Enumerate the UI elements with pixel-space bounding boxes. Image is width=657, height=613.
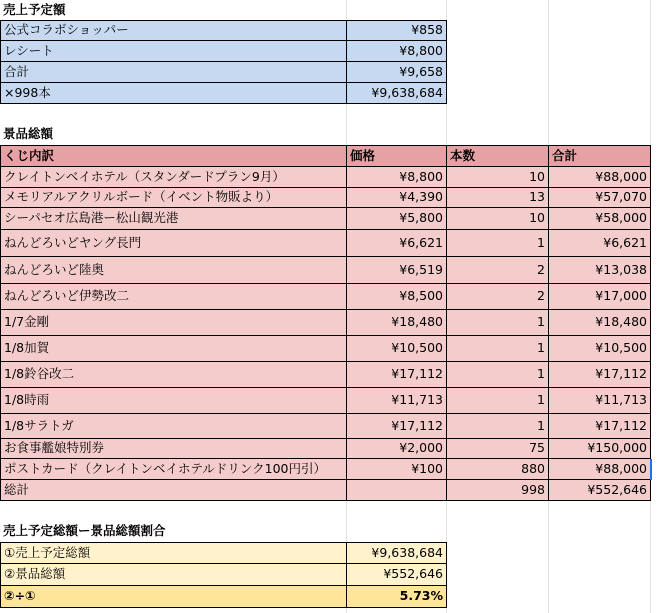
prize-price-cell[interactable]: ¥8,800 [347,167,447,188]
ratio-row [0,542,657,564]
prize-total-cell[interactable]: ¥11,713 [549,388,651,414]
prize-total-cell[interactable]: ¥88,000 [549,167,651,188]
prize-row [0,336,657,362]
prize-quantity-cell[interactable]: 1 [447,336,549,362]
prize-price-cell[interactable]: ¥5,800 [347,208,447,230]
prize-quantity-cell[interactable]: 1 [447,310,549,336]
prize-name-cell[interactable]: シーパセオ広島港ー松山観光港 [0,208,347,230]
prize-total-cell[interactable]: ¥18,480 [549,310,651,336]
sales-value-cell[interactable]: ¥8,800 [347,41,447,62]
prize-total-cell[interactable]: ¥17,112 [549,362,651,388]
summary-quantity-cell[interactable]: 998 [447,480,549,501]
sales-label-cell[interactable]: 合計 [0,62,347,83]
prize-quantity-cell[interactable]: 13 [447,188,549,208]
prize-row [0,310,657,336]
ratio-label-cell[interactable]: ②景品総額 [0,564,347,586]
prize-price-cell[interactable]: ¥11,713 [347,388,447,414]
prize-total-cell[interactable]: ¥17,112 [549,414,651,439]
prize-name-cell[interactable]: お食事艦娘特別券 [0,439,347,459]
section-title-sales[interactable]: 売上予定額 [3,1,66,17]
prize-total-cell[interactable]: ¥10,500 [549,336,651,362]
prize-price-cell[interactable]: ¥100 [347,459,447,480]
prize-total-cell[interactable]: ¥13,038 [549,257,651,284]
cell-selection-indicator [650,459,652,480]
sales-row [0,41,657,62]
ratio-row [0,564,657,586]
prize-quantity-cell[interactable]: 10 [447,208,549,230]
sales-value-cell[interactable]: ¥858 [347,20,447,41]
sales-row [0,62,657,83]
prize-total-cell[interactable]: ¥58,000 [549,208,651,230]
prize-row [0,188,657,208]
prize-name-cell[interactable]: ポストカード（クレイトンベイホテルドリンク100円引） [0,459,347,480]
sales-label-cell[interactable]: 公式コラボショッパー [0,20,347,41]
sales-value-cell[interactable]: ¥9,638,684 [347,83,447,104]
prize-quantity-cell[interactable]: 2 [447,257,549,284]
prize-name-cell[interactable]: 1/8時雨 [0,388,347,414]
ratio-label-cell[interactable]: ②÷① [0,586,347,608]
summary-label-cell[interactable]: 総計 [0,480,347,501]
ratio-row [0,586,657,608]
sales-label-cell[interactable]: ×998本 [0,83,347,104]
ratio-value-cell[interactable]: 5.73% [347,586,447,608]
prize-row [0,208,657,230]
prize-total-cell[interactable]: ¥57,070 [549,188,651,208]
prize-total-cell[interactable]: ¥17,000 [549,284,651,310]
sales-row [0,83,657,104]
prize-header-row [0,145,657,167]
prize-row [0,414,657,439]
prize-summary-row [0,480,657,501]
prize-price-cell[interactable]: ¥6,519 [347,257,447,284]
prize-price-cell[interactable]: ¥2,000 [347,439,447,459]
ratio-value-cell[interactable]: ¥9,638,684 [347,542,447,564]
prize-name-cell[interactable]: クレイトンベイホテル（スタンダードプラン9月） [0,167,347,188]
prize-row [0,439,657,459]
prize-name-cell[interactable]: 1/8加賀 [0,336,347,362]
section-title-ratio[interactable]: 売上予定総額ー景品総額割合 [3,523,166,539]
prize-price-cell[interactable]: ¥6,621 [347,230,447,257]
prize-row [0,362,657,388]
prize-name-cell[interactable]: ねんどろいど伊勢改二 [0,284,347,310]
prize-price-cell[interactable]: ¥18,480 [347,310,447,336]
prize-row [0,459,657,480]
prize-price-cell[interactable]: ¥10,500 [347,336,447,362]
prize-row [0,284,657,310]
prize-row [0,230,657,257]
section-title-row [0,521,657,542]
ratio-value-cell[interactable]: ¥552,646 [347,564,447,586]
ratio-label-cell[interactable]: ①売上予定総額 [0,542,347,564]
prize-row [0,388,657,414]
prize-quantity-cell[interactable]: 1 [447,230,549,257]
prize-name-cell[interactable]: ねんどろいどヤング長門 [0,230,347,257]
prize-name-cell[interactable]: 1/7金剛 [0,310,347,336]
prize-name-cell[interactable]: ねんどろいど陸奥 [0,257,347,284]
prize-name-cell[interactable]: 1/8鈴谷改二 [0,362,347,388]
sales-label-cell[interactable]: レシート [0,41,347,62]
prize-price-cell[interactable]: ¥4,390 [347,188,447,208]
prize-quantity-cell[interactable]: 75 [447,439,549,459]
prize-name-cell[interactable]: 1/8サラトガ [0,414,347,439]
sales-row [0,20,657,41]
prize-quantity-cell[interactable]: 10 [447,167,549,188]
prize-total-cell[interactable]: ¥150,000 [549,439,651,459]
section-title-row [0,124,657,145]
prize-row [0,167,657,188]
prize-price-cell[interactable]: ¥17,112 [347,414,447,439]
prize-quantity-cell[interactable]: 1 [447,362,549,388]
header-cell-breakdown[interactable]: くじ内訳 [0,145,347,167]
header-cell-total[interactable]: 合計 [549,145,651,167]
sales-value-cell[interactable]: ¥9,658 [347,62,447,83]
prize-quantity-cell[interactable]: 1 [447,414,549,439]
prize-price-cell[interactable]: ¥8,500 [347,284,447,310]
summary-total-cell[interactable]: ¥552,646 [549,480,651,501]
prize-quantity-cell[interactable]: 2 [447,284,549,310]
header-cell-price[interactable]: 価格 [347,145,447,167]
prize-name-cell[interactable]: メモリアルアクリルボード（イベント物販より） [0,188,347,208]
summary-price-cell[interactable] [347,480,447,501]
prize-total-cell[interactable]: ¥88,000 [549,459,651,480]
prize-quantity-cell[interactable]: 880 [447,459,549,480]
prize-total-cell[interactable]: ¥6,621 [549,230,651,257]
prize-quantity-cell[interactable]: 1 [447,388,549,414]
prize-row [0,257,657,284]
header-cell-quantity[interactable]: 本数 [447,145,549,167]
prize-price-cell[interactable]: ¥17,112 [347,362,447,388]
section-title-row [0,0,657,20]
section-title-prizes[interactable]: 景品総額 [3,126,54,142]
